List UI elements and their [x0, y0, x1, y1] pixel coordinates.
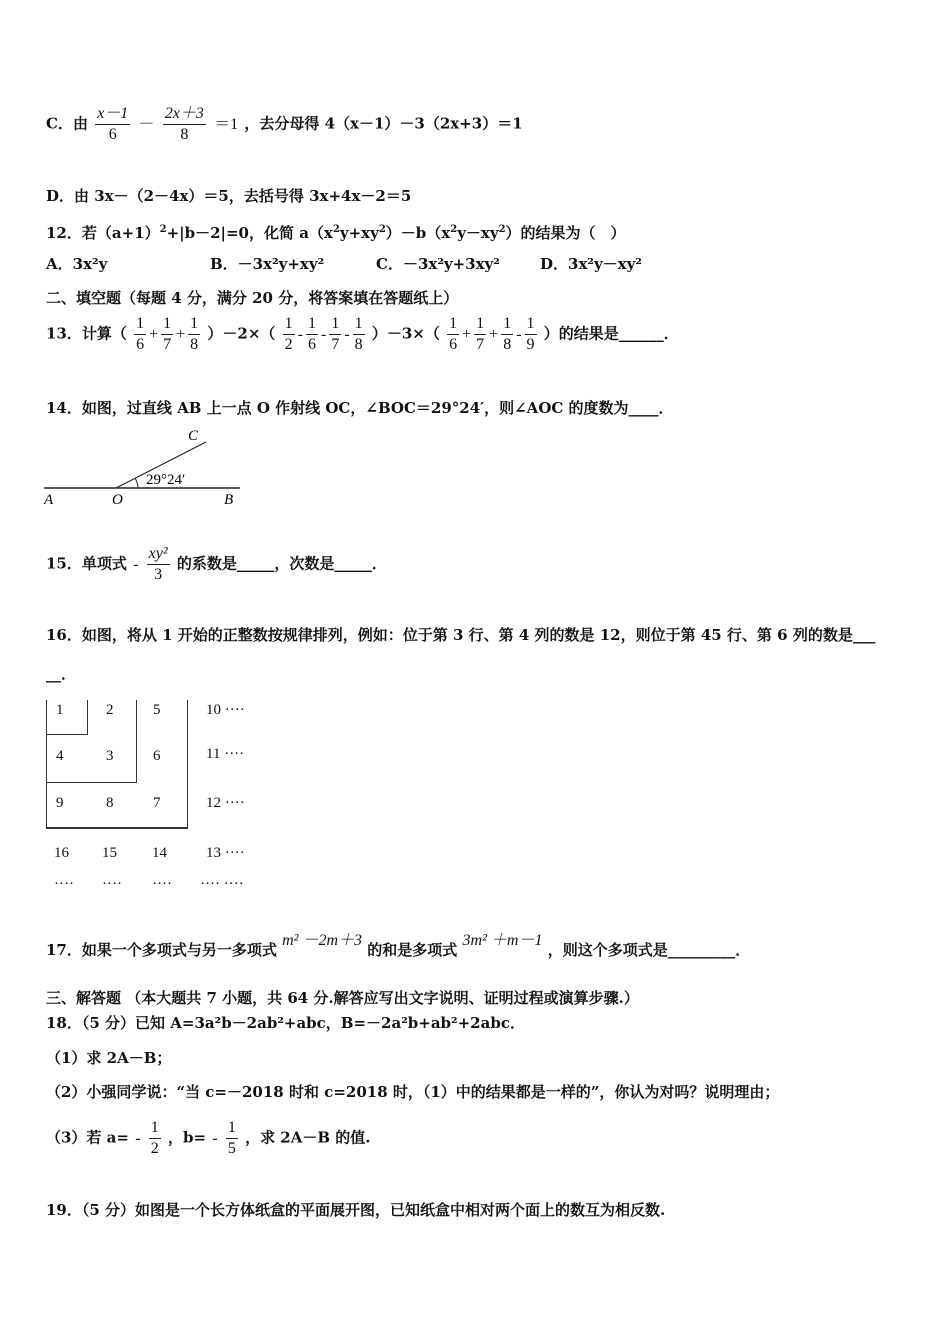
frac-num: xy² — [147, 544, 170, 565]
plus-sign: + — [149, 325, 159, 343]
frac-den: 2 — [150, 1140, 159, 1157]
frac-den: 8 — [354, 336, 363, 353]
q15-label: 15．单项式 — [46, 554, 127, 573]
q18-part-3 — [46, 1118, 371, 1159]
option-c-label: C．由 — [46, 114, 88, 133]
grid-cell: 6 — [153, 748, 161, 764]
minus-sign: - — [320, 325, 327, 343]
minus-sign: - — [212, 1129, 218, 1147]
q17-tail: ，则这个多项式是_________． — [547, 941, 751, 959]
frac-den: 6 — [136, 336, 145, 353]
q12-stem — [46, 220, 626, 243]
q14-stem: 14．如图，过直线 AB 上一点 O 作射线 OC，∠BOC＝29°24′，则∠AOC 的度数为____． — [46, 399, 674, 417]
q12-part: y+xy — [339, 224, 379, 242]
grid-cell: 5 — [153, 702, 161, 718]
fraction-x-minus-1-over-6 — [95, 104, 130, 145]
frac-den: 6 — [449, 336, 458, 353]
q15-stem — [46, 544, 387, 585]
frac-num: 1 — [474, 314, 486, 335]
frac — [329, 314, 341, 355]
label-c: C — [188, 428, 199, 444]
q18-p3-mid: ，b= — [167, 1128, 207, 1147]
q11-option-c — [46, 104, 523, 145]
fraction-1-over-2 — [149, 1118, 161, 1159]
q11-option-d: D．由 3x－（2－4x）＝5，去括号得 3x+4x－2＝5 — [46, 187, 412, 205]
frac-den: 7 — [476, 336, 485, 353]
sup: 2 — [159, 224, 167, 235]
section3-title: 三、解答题 （本大题共 7 小题，共 64 分.解答应写出文字说明、证明过程或演算步骤.） — [46, 989, 639, 1007]
plus-sign: + — [176, 325, 186, 343]
frac-den: 2 — [284, 336, 293, 353]
grid-cell: 12 ···· — [206, 795, 245, 811]
grid-cell: 8 — [106, 795, 114, 811]
frac — [306, 314, 318, 355]
grid-cell: 11 ···· — [206, 746, 245, 762]
frac-den: 8 — [190, 336, 199, 353]
label-b: B — [224, 492, 234, 508]
grid-cell: ···· — [54, 876, 74, 892]
q12-part: 12．若（a+1） — [46, 224, 160, 242]
frac-den: 6 — [307, 336, 316, 353]
q18-part-2: （2）小强同学说：“当 c=－2018 时和 c=2018 时，（1）中的结果都是一样的”，你认为对吗？说明理由； — [46, 1083, 780, 1101]
grid-cell: 10 ···· — [206, 702, 245, 718]
minus-sign: － — [138, 115, 155, 133]
q18-p3-tail: ，求 2A－B 的值. — [245, 1128, 371, 1147]
q14-angle-figure — [40, 424, 250, 510]
frac-den: 5 — [227, 1140, 236, 1157]
frac-num: 1 — [226, 1118, 238, 1139]
angle-arc — [135, 478, 138, 488]
q16-stem: 16．如图，将从 1 开始的正整数按规律排列，例如：位于第 3 行、第 4 列的数是 12，则位于第 45 行、第 6 列的数是___ — [46, 626, 876, 644]
q12-part: +|b－2|=0，化简 a（x — [166, 224, 333, 242]
plus-sign: + — [489, 325, 499, 343]
polynomial-1: m² －2m＋3 — [282, 932, 363, 949]
frac-den: 6 — [108, 126, 117, 143]
q13-label: 13．计算（ — [46, 324, 127, 343]
q12-part: y－xy — [457, 224, 499, 242]
grid-cell: 14 — [152, 845, 167, 861]
frac-num: 1 — [353, 314, 365, 335]
frac-num: x－1 — [95, 104, 130, 125]
sup: 2 — [378, 224, 386, 235]
frac-den: 7 — [163, 336, 172, 353]
minus-sign: - — [344, 325, 350, 343]
grid-line — [136, 700, 137, 782]
grid-line — [46, 700, 47, 829]
polynomial-2: 3m² ＋m－1 — [462, 932, 543, 949]
fraction-2x-plus-3-over-8 — [163, 104, 206, 145]
fraction-1-over-5 — [226, 1118, 238, 1159]
grid-cell: ···· — [102, 876, 122, 892]
equals-one: ＝1 — [214, 115, 239, 133]
frac-num: 1 — [149, 1118, 161, 1139]
minus-sign: - — [135, 1129, 141, 1147]
minus-sign: - — [297, 325, 303, 343]
frac — [188, 314, 200, 355]
frac-den: 9 — [526, 336, 535, 353]
q12-option-d: D．3x²y－xy² — [540, 255, 642, 273]
q17-label: 17．如果一个多项式与另一多项式 — [46, 941, 277, 959]
frac-num: 1 — [525, 314, 537, 335]
sup: 2 — [498, 224, 506, 235]
option-c-tail: ，去分母得 4（x－1）－3（2x+3）＝1 — [244, 114, 523, 133]
q19-stem: 19．（5 分）如图是一个长方体纸盒的平面展开图，已知纸盒中相对两个面上的数互为相反数. — [46, 1201, 666, 1219]
frac — [447, 314, 459, 355]
grid-cell: 4 — [56, 748, 64, 764]
frac-den: 8 — [180, 126, 189, 143]
minus-sign: - — [133, 555, 139, 573]
frac-den: 3 — [154, 566, 163, 583]
grid-cell: ···· — [152, 876, 172, 892]
q17-mid: 的和是多项式 — [367, 941, 458, 959]
sup: 2 — [332, 224, 340, 235]
grid-cell: 1 — [56, 702, 64, 718]
q12-option-a: A．3x²y — [46, 255, 108, 273]
grid-cell: 16 — [54, 845, 69, 861]
q13-tail: ）的结果是______． — [543, 324, 679, 343]
q18-stem: 18．（5 分）已知 A=3a²b－2ab²+abc，B=－2a²b+ab²+2abc． — [46, 1014, 525, 1032]
sup: 2 — [450, 224, 458, 235]
label-a: A — [44, 492, 54, 508]
q15-tail: 的系数是_____，次数是_____． — [176, 554, 387, 573]
grid-cell: ···· ···· — [200, 876, 244, 892]
grid-cell: 7 — [153, 795, 161, 811]
q18-p3-label: （3）若 a= — [46, 1128, 129, 1147]
grid-line — [187, 700, 188, 828]
grid-cell: 2 — [106, 702, 114, 718]
frac-den: 7 — [331, 336, 340, 353]
q16-stem-cont: __． — [46, 665, 77, 683]
minus-sign: - — [516, 325, 522, 343]
frac — [283, 314, 295, 355]
frac-num: 1 — [306, 314, 318, 335]
q13-mid2: ）－3×（ — [371, 324, 440, 343]
grid-line — [46, 827, 188, 829]
q12-part: ）－b（x — [385, 224, 451, 242]
grid-cell: 15 — [102, 845, 117, 861]
frac — [134, 314, 146, 355]
frac-num: 1 — [188, 314, 200, 335]
frac — [474, 314, 486, 355]
label-angle: 29°24′ — [146, 472, 186, 488]
frac-den: 8 — [503, 336, 512, 353]
q13-stem — [46, 314, 679, 355]
grid-line — [46, 734, 88, 735]
frac-num: 1 — [329, 314, 341, 335]
q17-stem — [46, 932, 751, 961]
q12-option-c: C．－3x²y+3xy² — [376, 255, 500, 273]
grid-cell: 3 — [106, 748, 114, 764]
frac-num: 1 — [501, 314, 513, 335]
q12-option-b: B．－3x²y+xy² — [210, 255, 325, 273]
frac-num: 1 — [161, 314, 173, 335]
plus-sign: + — [462, 325, 472, 343]
q12-part: ）的结果为（ ） — [505, 224, 626, 242]
frac-num: 1 — [283, 314, 295, 335]
frac — [525, 314, 537, 355]
grid-line — [46, 782, 137, 783]
frac-num: 2x＋3 — [163, 104, 206, 125]
frac-num: 1 — [134, 314, 146, 335]
fraction-xy2-over-3 — [147, 544, 170, 585]
q13-mid1: ）－2×（ — [207, 324, 276, 343]
section2-title: 二、填空题（每题 4 分，满分 20 分，将答案填在答题纸上） — [46, 289, 459, 307]
q18-part-1: （1）求 2A－B； — [46, 1049, 172, 1067]
grid-cell: 13 ···· — [206, 845, 245, 861]
frac-num: 1 — [447, 314, 459, 335]
label-o: O — [112, 492, 123, 508]
grid-line — [87, 700, 88, 734]
grid-cell: 9 — [56, 795, 64, 811]
frac — [501, 314, 513, 355]
frac — [161, 314, 173, 355]
frac — [353, 314, 365, 355]
